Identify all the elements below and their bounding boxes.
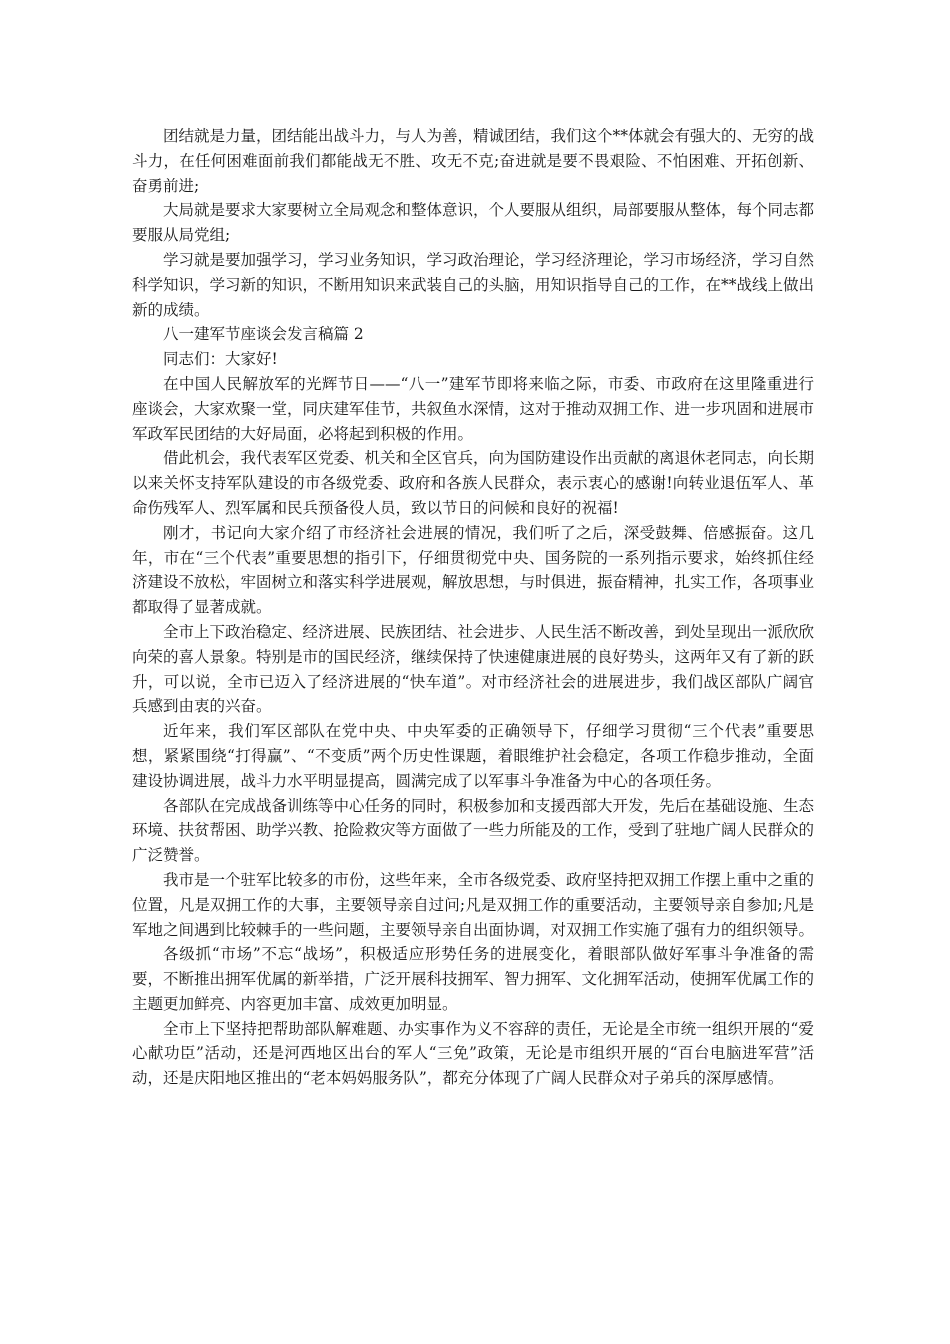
paragraph-unity: 团结就是力量，团结能出战斗力，与人为善，精诚团结，我们这个**体就会有强大的、无穷的战斗力，在任何困难面前我们都能战无不胜、攻无不克;奋进就是要不畏艰险、不怕困难、开拓创新、奋勇前进; xyxy=(132,127,815,195)
paragraph-help-troops: 全市上下坚持把帮助部队解难题、办实事作为义不容辞的责任，无论是全市统一组织开展的“爱心献功臣”活动，还是河西地区出台的军人“三免”政策，无论是市组织开展的“百台电脑进军营”活动，还是庆阳地区推出的“老本妈妈服务队”，都充分体现了广阔人民群众对子弟兵的深厚感情。 xyxy=(132,1019,814,1088)
paragraph-military-progress: 近年来，我们军区部队在党中央、中央军委的正确领导下，仔细学习贯彻“三个代表”重要思想，紧紧围绕“打得赢”、“不变质”两个历史性课题，着眼维护社会稳定，各项工作稳步推动，全面建设协调进展，战斗力水平明显提高，圆满完成了以军事斗争准备为中心的各项任务。 xyxy=(132,722,814,790)
paragraph-western-development: 各部队在完成战备训练等中心任务的同时，积极参加和支援西部大开发，先后在基础设施、生态环境、扶贫帮困、助学兴教、抢险救灾等方面做了一些力所能及的工作，受到了驻地广阔人民群众的广泛赞誉。 xyxy=(132,796,815,865)
salutation: 同志们：大家好! xyxy=(163,350,278,369)
paragraph-learning: 学习就是要加强学习，学习业务知识，学习政治理论，学习经济理论，学习市场经济，学习自然科学知识，学习新的知识，不断用知识来武装自己的头脑，用知识指导自己的工作，在**战线上做出新的成绩。 xyxy=(132,250,815,319)
paragraph-market-battlefield: 各级抓“市场”不忘“战场”，积极适应形势任务的进展变化，着眼部队做好军事斗争准备的需要，不断推出拥军优属的新举措，广泛开展科技拥军、智力拥军、文化拥军活动，使拥军优属工作的主题更加鲜亮、内容更加丰富、成效更加明显。 xyxy=(132,945,815,1013)
paragraph-double-support: 我市是一个驻军比较多的市份，这些年来，全市各级党委、政府坚持把双拥工作摆上重中之重的位置，凡是双拥工作的大事，主要领导亲自过问;凡是双拥工作的重要活动，主要领导亲自参加;凡是军地之间遇到比较棘手的一些问题，主要领导亲自出面协调，对双拥工作实施了强有力的组织领导。 xyxy=(132,870,815,939)
paragraph-opening: 在中国人民解放军的光辉节日——“八一”建军节即将来临之际，市委、市政府在这里隆重进行座谈会，大家欢聚一堂，同庆建军佳节，共叙鱼水深情，这对于推动双拥工作、进一步巩固和进展市军政军民团结的大好局面，必将起到积极的作用。 xyxy=(132,374,815,443)
paragraph-city-prosperity: 全市上下政治稳定、经济进展、民族团结、社会进步、人民生活不断改善，到处呈现出一派欣欣向荣的喜人景象。特别是市的国民经济，继续保持了快速健康进展的良好势头，这两年又有了新的跃升，可以说，全市已迈入了经济进展的“快车道”。对市经济社会的进展进步，我们战区部队广阔官兵感到由衷的兴奋。 xyxy=(132,622,815,716)
paragraph-overall-situation: 大局就是要求大家要树立全局观念和整体意识，个人要服从组织，局部要服从整体，每个同志都要服从局党组; xyxy=(132,201,815,245)
section-heading: 八一建军节座谈会发言稿篇 2 xyxy=(163,325,364,344)
paragraph-thanks: 借此机会，我代表军区党委、机关和全区官兵，向为国防建设作出贡献的离退休老同志，向长期以来关怀支持军队建设的市各级党委、政府和各族人民群众，表示衷心的感谢!向转业退伍军人、革命伤残军人、烈军属和民兵预备役人员，致以节日的问候和良好的祝福! xyxy=(132,449,815,517)
paragraph-city-development: 刚才，书记向大家介绍了市经济社会进展的情况，我们听了之后，深受鼓舞、倍感振奋。这几年，市在“三个代表”重要思想的指引下，仔细贯彻党中央、国务院的一系列指示要求，始终抓住经济建设不放松，牢固树立和落实科学进展观，解放思想，与时俱进，振奋精神，扎实工作，各项事业都取得了显著成就。 xyxy=(132,523,815,617)
document-body xyxy=(132,124,814,1091)
